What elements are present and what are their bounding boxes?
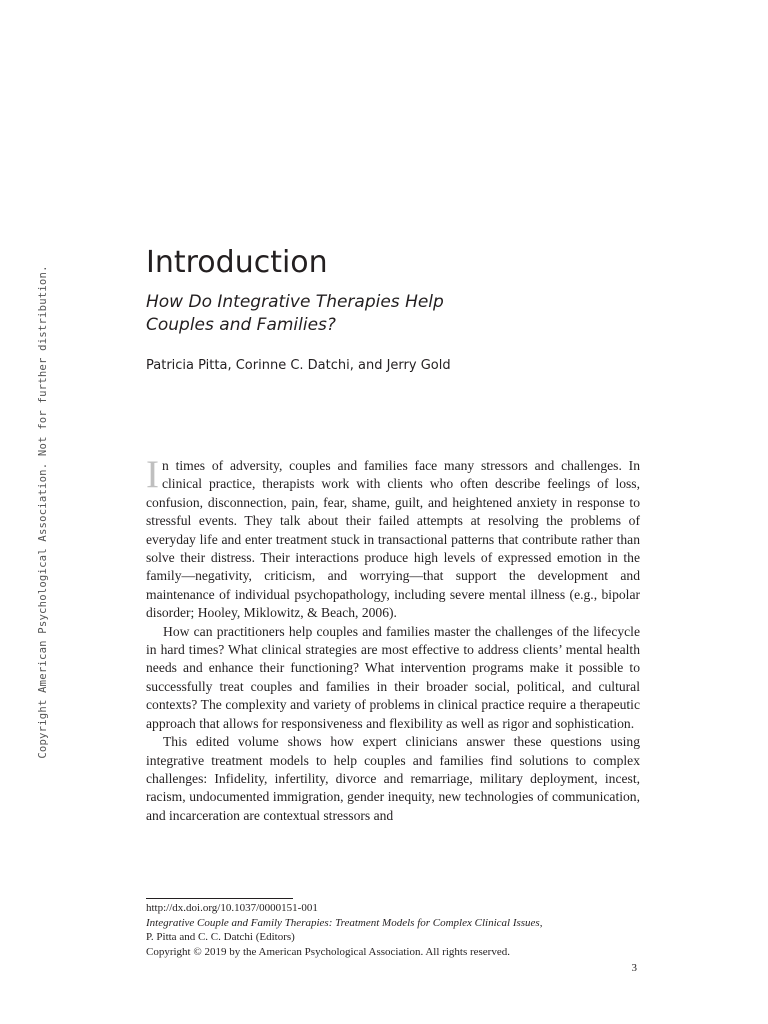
footnote	[146, 898, 640, 959]
paragraph-1-text: n times of adversity, couples and families face many stressors and challenges. In clinical practice, therapists work with clients who often describe feelings of loss, confusion, disconnection, pain, fear, shame, guilt, and heightened anxiety in response to stressful events. They talk about their failed attempts at resolving the problems of everyday life and enter treatment stuck in transactional patterns that contribute rather than solve their distress. Their interactions produce high levels of expressed emotion in the family—negativity, criticism, and worrying—that support the development and maintenance of individual psychopathology, including severe mental illness (e.g., bipolar disorder; Hooley, Miklowitz, & Beach, 2006).	[146, 458, 640, 621]
paragraph-1	[146, 453, 640, 623]
paragraph-3: This edited volume shows how expert clinicians answer these questions using integrative treatment models to help couples and families find solutions to complex challenges: Infidelity, infertility, divorce and remarriage, military deployment, incest, racism, undocumented immigration, gender inequity, new technologies of communication, and incarceration are contextual stressors and	[146, 734, 640, 823]
body-text	[146, 453, 640, 825]
chapter-subtitle-line-2: Couples and Families?	[146, 315, 336, 335]
doi-link[interactable]: http://dx.doi.org/10.1037/0000151-001	[146, 902, 318, 914]
copyright-side-notice: Copyright American Psychological Association. Not for further distribution.	[37, 265, 49, 759]
book-title: Integrative Couple and Family Therapies: Treatment Models for Complex Clinical Issues,	[146, 916, 543, 929]
drop-cap: I	[146, 453, 159, 496]
chapter-title: Introduction	[146, 245, 328, 280]
footnote-rule	[146, 898, 293, 899]
paragraph-2: How can practitioners help couples and families master the challenges of the lifecycle in hard times? What clinical strategies are most effective to address clients’ mental health needs and enhance their functioning? What intervention programs make it possible to successfully treat couples and families in their broader social, political, and cultural contexts? The complexity and variety of problems in clinical practice require a therapeutic approach that allows for responsiveness and flexibility as well as rigor and sophistication.	[146, 623, 640, 731]
copyright-line: Copyright © 2019 by the American Psychological Association. All rights reserved.	[146, 945, 510, 958]
chapter-subtitle-line-1: How Do Integrative Therapies Help	[146, 292, 444, 312]
chapter-subtitle	[146, 291, 646, 337]
book-editors: P. Pitta and C. C. Datchi (Editors)	[146, 931, 295, 944]
chapter-authors: Patricia Pitta, Corinne C. Datchi, and Jerry Gold	[146, 358, 451, 373]
chapter-header	[146, 244, 646, 375]
page-number: 3	[631, 962, 637, 974]
